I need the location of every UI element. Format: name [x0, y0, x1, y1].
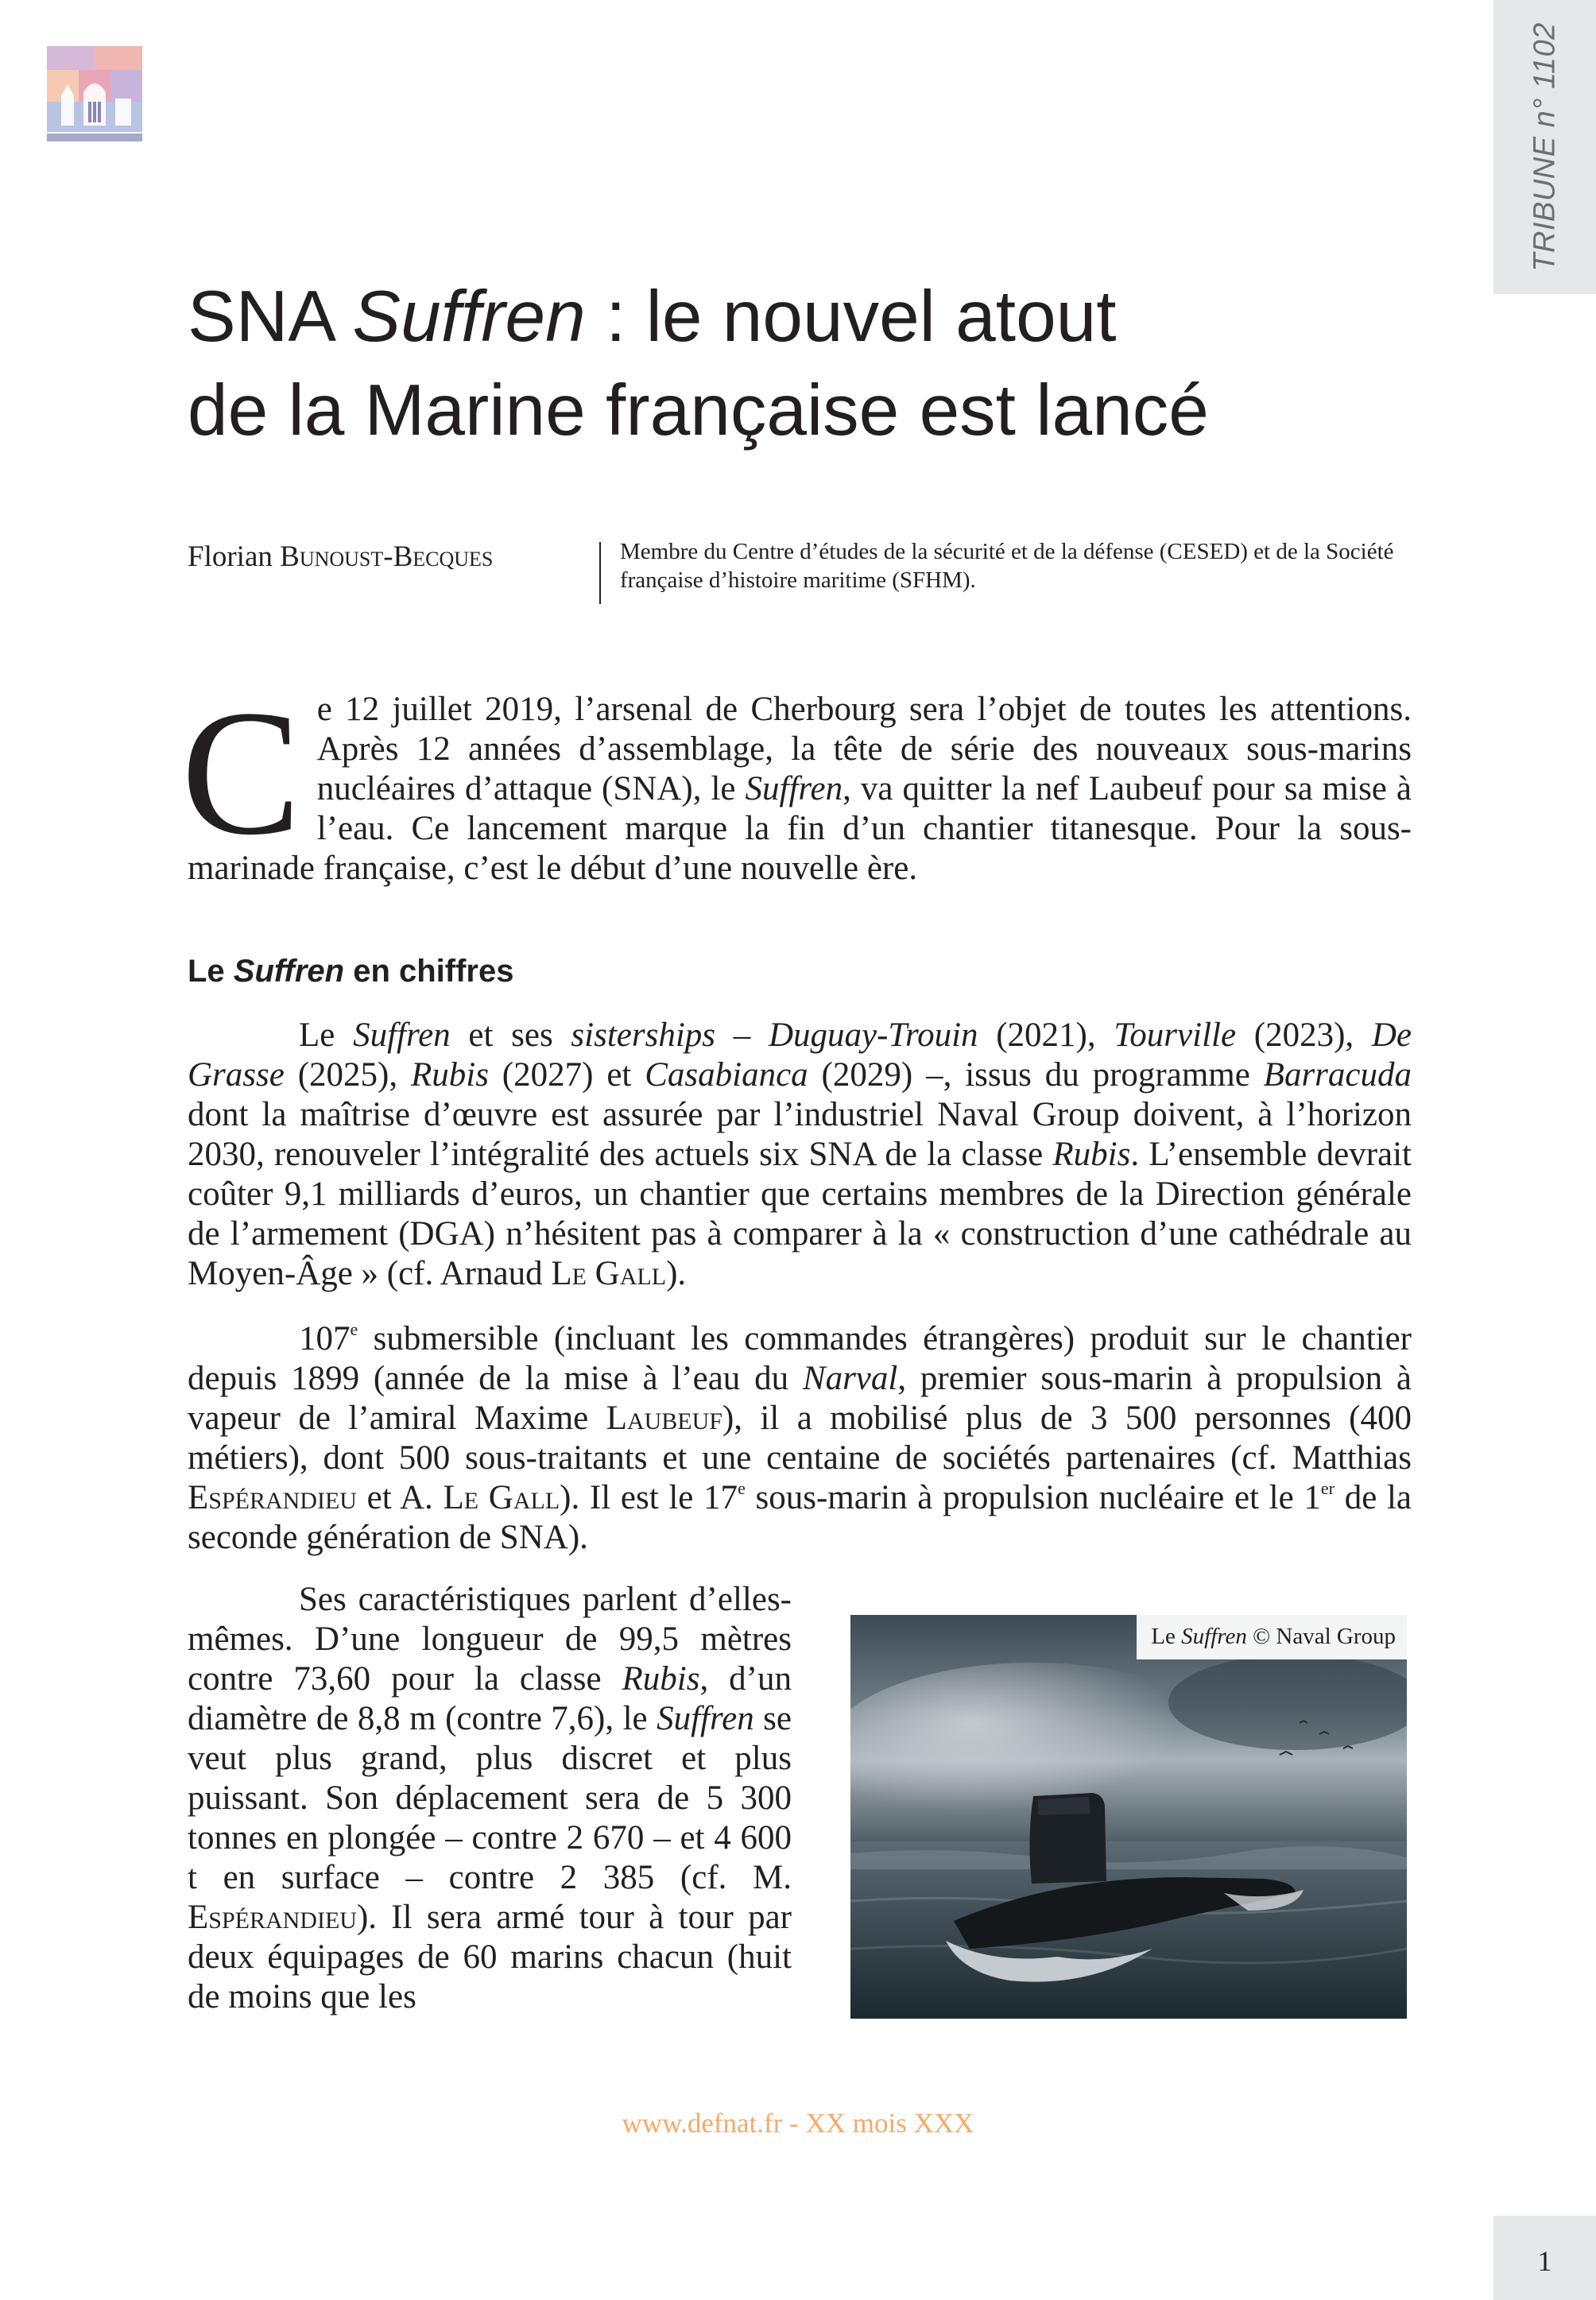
body-paragraph: Le Suffren et ses sisterships – Duguay-Trouin (2021), Tourville (2023), De Grasse (2025), Rubis (2027) et Casabianca (2029) –, issus du programme Barracuda dont la maîtrise d’œuvre est assurée par l’industriel Naval Group doivent, à l’horizon 2030, renouveler l’intégralité des actuels six SNA de la classe Rubis. L’ensemble devrait coûter 9,1 milliards d’euros, un chantier que certains membres de la Direction générale de l’armement (DGA) n’hésitent pas à comparer à la « construction d’une cathédrale au Moyen-Âge » (cf. Arnaud Le Gall).	[188, 1016, 1412, 1292]
body-paragraph: Ses caractéristiques parlent d’elles-mêmes. D’une longueur de 99,5 mètres contre 73,60 pour la classe Rubis, d’un diamètre de 8,8 m (contre 7,6), le Suffren se veut plus grand, plus discret et plus puissant. Son déplacement sera de 5 300 tonnes en plongée – contre 2 670 – et 4 600 t en surface – contre 2 385 (cf. M. Espérandieu). Il sera armé tour à tour par deux équipages de 60 marins chacun (huit de moins que les	[188, 1581, 792, 2015]
author-name: Florian Bunoust-Becques	[188, 540, 494, 573]
lead-paragraph	[181, 673, 1412, 889]
footer-link[interactable]: www.defnat.fr - XX mois XXX	[622, 2108, 974, 2139]
page-number-tab	[1493, 2216, 1596, 2300]
tribune-tab	[1493, 0, 1596, 294]
body-paragraph: 107e submersible (incluant les commandes étrangères) produit sur le chantier depuis 1899 (année de la mise à l’eau du Narval, premier sous-marin à propulsion à vapeur de l’amiral Maxime Laubeuf), il a mobilisé plus de 3 500 personnes (400 métiers), dont 500 sous-traitants et une centaine de sociétés partenaires (cf. Matthias Espérandieu et A. Le Gall). Il est le 17e sous-marin à propulsion nucléaire et le 1er de la seconde génération de SNA).	[188, 1319, 1412, 1556]
lead-text: e 12 juillet 2019, l’arsenal de Cherbourg sera l’objet de toutes les attentions. Après 12 années d’assemblage, la tête de série des nouveaux sous-marins nucléaires d’attaque (SNA), le Suffren, va quitter la nef Laubeuf pour sa mise à l’eau. Ce lancement marque la fin d’un chantier titanesque. Pour la sous-marinade française, c’est le début d’une nouvelle ère.	[188, 691, 1412, 887]
author-block	[188, 537, 1412, 604]
defnat-logo-icon	[47, 46, 142, 143]
tribune-number: TRIBUNE n° 1102	[1528, 22, 1561, 272]
author-bio: Membre du Centre d’études de la sécurité et de la défense (CESED) et de la Société française d’histoire maritime (SFHM).	[619, 539, 1394, 593]
drop-cap: C	[181, 673, 301, 872]
section-heading: Le Suffren en chiffres	[188, 954, 514, 989]
article-title: SNA Suffren : le nouvel atout de la Marine française est lancé	[188, 277, 1209, 451]
photo-caption: Le Suffren © Naval Group	[1137, 1615, 1407, 1659]
submarine-photo	[850, 1615, 1407, 2019]
title-ship-name: Suffren	[352, 277, 586, 357]
page-number: 1	[1537, 2245, 1552, 2277]
